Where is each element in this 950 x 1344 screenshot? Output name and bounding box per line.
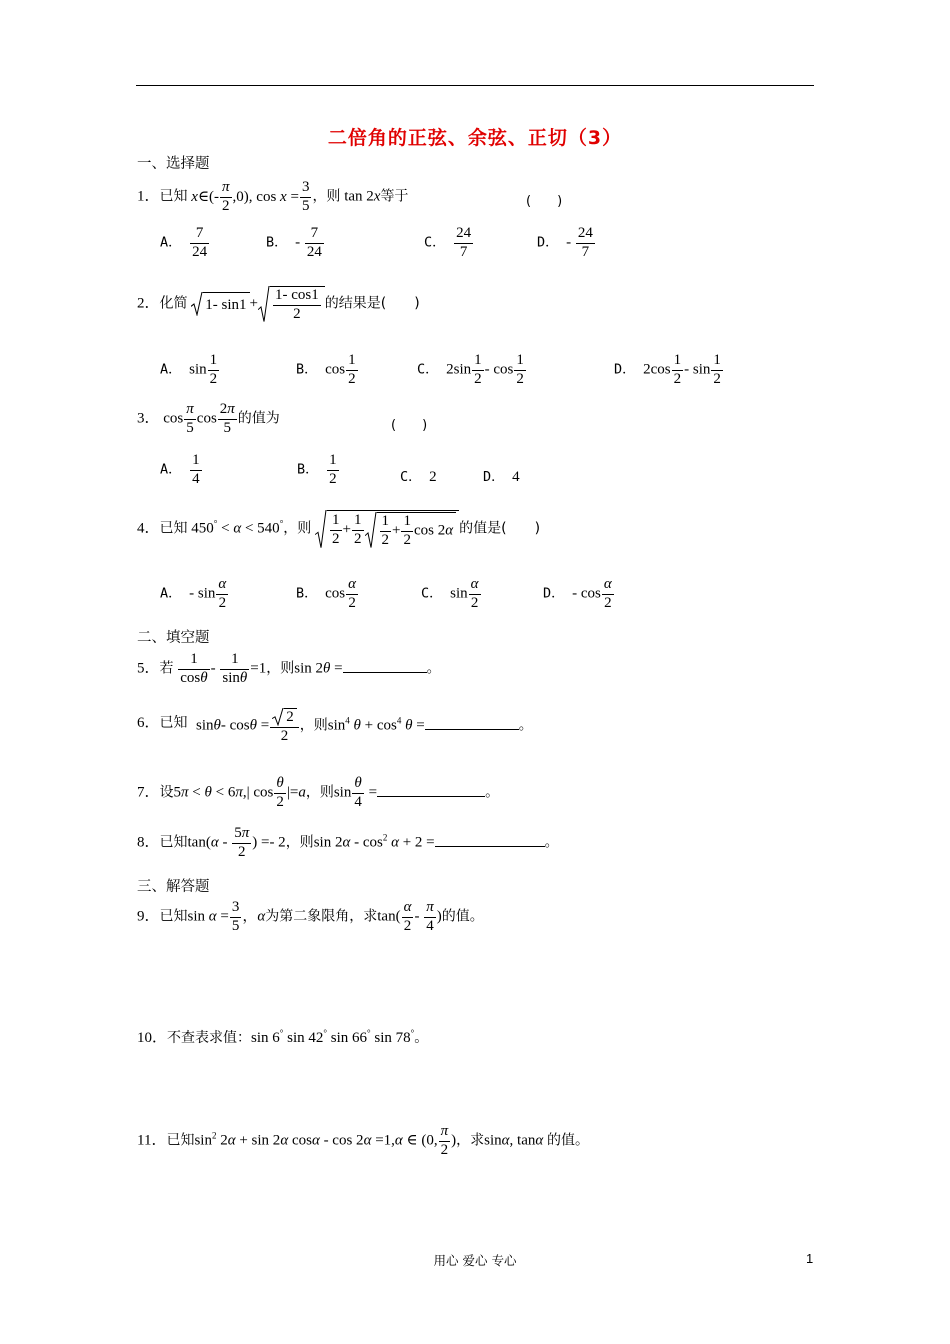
question-text: 等于: [380, 188, 409, 205]
question-number: 8．: [137, 834, 160, 851]
question-text: 已知: [159, 520, 188, 537]
answer-paren: ( ): [501, 520, 541, 537]
question-text: ，则: [305, 784, 334, 801]
question-text: ，求: [456, 1132, 485, 1149]
option-d: D． 4: [483, 469, 520, 485]
answer-blank[interactable]: [425, 717, 519, 730]
question-11: 11．已知$\sin^2 2\alpha + \sin 2\alpha$ cosα - cos 2α =1,α ∈ (0, $\frac{\pi}{2}$ )，求sinα, tanα 的值。: [137, 1123, 589, 1158]
header-rule: [136, 85, 814, 86]
answer-blank[interactable]: [435, 834, 545, 847]
question-text: 已知: [159, 834, 188, 851]
question-10: 10．不查表求值：sin 6° sin 42° sin 66° sin 78°。: [137, 1028, 429, 1046]
answer-blank[interactable]: [377, 784, 485, 797]
question-text: 已知: [166, 1132, 195, 1149]
question-6: [137, 712, 188, 734]
option-b: B． - $\frac{7}{24}$: [266, 225, 322, 260]
question-number: 5．: [137, 660, 160, 677]
question-text: ，则: [283, 520, 312, 537]
question-5: 5．若 $\frac{1}{\cos\theta}$ - $\frac{1}{\sin\theta}$ =1，则sin 2θ = 。: [137, 651, 441, 686]
question-number: 9．: [137, 908, 160, 925]
option-a: A． $\frac{7}{24}$: [160, 225, 208, 260]
question-2: 2．化简 1- sin1 + $\frac{1- \cos 1}{2}$ 的结果是( ): [137, 287, 420, 322]
option-b: B． cos $\frac{1}{2}$: [296, 352, 356, 387]
answer-blank[interactable]: [343, 660, 427, 673]
question-text: 不查表求值：: [167, 1030, 252, 1046]
sqrt-expression: 1- sin1: [191, 292, 249, 316]
sqrt-expression: $\frac{1- \cos 1}{2}$: [258, 286, 325, 323]
question-text: 的值。: [441, 908, 484, 925]
question-text: 已知: [159, 188, 188, 205]
question-text: ，则: [266, 660, 295, 677]
question-number: 1．: [137, 188, 160, 205]
question-text: 的值。: [547, 1132, 589, 1149]
option-c: C． 2sin $\frac{1}{2}$ - cos $\frac{1}{2}$: [417, 352, 524, 387]
question-4: 4．已知 450° < α < 540°，则 $\frac{1}{2}$ + $\frac{1}{2}$ $\frac{1}{2}$ + $\frac{1}{2}$ cos 2α 的值是( ): [137, 512, 541, 548]
question-text: ，则: [312, 188, 341, 205]
question-3: 3． cos $\frac{\pi}{5}$ cos $\frac{2\pi}{5}$ 的值为: [137, 401, 280, 436]
question-number: 3．: [137, 410, 160, 427]
page-number: 1: [806, 1251, 814, 1266]
question-number: 11．: [137, 1132, 167, 1149]
section-heading-choice: 一、选择题: [137, 156, 210, 172]
question-text: ，则: [285, 834, 314, 851]
question-text: 若: [159, 660, 174, 677]
question-1: 1．已知 x∈(- $\frac{\pi}{2}$ ,0), cos x = $\frac{3}{5}$ ，则 tan 2x等于: [137, 179, 409, 214]
question-text: 化简: [159, 295, 188, 312]
section-heading-answer: 三、解答题: [137, 879, 210, 895]
option-d: D． - cos $\frac{\alpha}{2}$: [543, 576, 612, 611]
footer-text: 用心 爱心 专心: [433, 1253, 517, 1268]
question-9: 9．已知sin α = $\frac{3}{5}$ ，α为第二象限角，求tan( $\frac{\alpha}{2}$ - $\frac{\pi}{4}$ )的值。: [137, 899, 484, 934]
option-c: C． 2: [400, 469, 437, 485]
sqrt-expression: $\frac{1}{2}$ + $\frac{1}{2}$ $\frac{1}{2}$ + $\frac{1}{2}$ cos 2α: [315, 510, 459, 549]
option-d: D． 2cos $\frac{1}{2}$ - sin $\frac{1}{2}$: [614, 352, 721, 387]
option-b: B． $\frac{1}{2}$: [297, 452, 337, 487]
answer-paren: ( ): [380, 295, 420, 312]
option-c: C． $\frac{24}{7}$: [424, 225, 472, 260]
option-d: D． - $\frac{24}{7}$: [537, 225, 593, 260]
option-a: A． $\frac{1}{4}$: [160, 452, 200, 487]
question-text: 的值是: [459, 520, 502, 537]
question-number: 4．: [137, 520, 160, 537]
question-text: 设: [159, 784, 174, 801]
section-heading-fill: 二、填空题: [137, 630, 210, 646]
question-number: 2．: [137, 295, 160, 312]
option-b: B． cos $\frac{\alpha}{2}$: [296, 576, 357, 611]
math-expression: sinθ- cosθ = $\frac{2}{2}$ ，则$\sin^4 \theta + \cos^4 \theta$ = 。: [196, 709, 533, 744]
page-title: 二倍角的正弦、余弦、正切（3）: [327, 127, 623, 149]
question-number: 7．: [137, 784, 160, 801]
answer-paren: ( ): [391, 418, 428, 433]
option-a: A． sin $\frac{1}{2}$: [160, 352, 218, 387]
option-c: C． sin $\frac{\alpha}{2}$: [421, 576, 479, 611]
question-text: 已知: [159, 908, 188, 925]
option-a: A． - sin $\frac{\alpha}{2}$: [160, 576, 227, 611]
question-text: 已知: [159, 715, 188, 731]
question-number: 10．: [137, 1030, 168, 1046]
question-text: 为第二象限角，求: [265, 908, 378, 925]
question-text: 的值为: [237, 410, 280, 427]
question-text: ，则: [299, 717, 328, 734]
math-expression: x∈(- $\frac{\pi}{2}$ ,0), cos x = $\frac{3}{5}$: [191, 179, 310, 214]
question-text: 的结果是: [324, 295, 381, 312]
answer-paren: ( ): [526, 194, 563, 209]
question-8: 8．已知tan(α - $\frac{5\pi}{2}$ ) =- 2，则$\sin 2\alpha - \cos^2 \alpha + 2$ = 。: [137, 825, 559, 860]
question-7: 7．设5π < θ < 6π,| cos $\frac{\theta}{2}$ |=a，则sin $\frac{\theta}{4}$ = 。: [137, 775, 500, 810]
question-number: 6．: [137, 715, 160, 731]
